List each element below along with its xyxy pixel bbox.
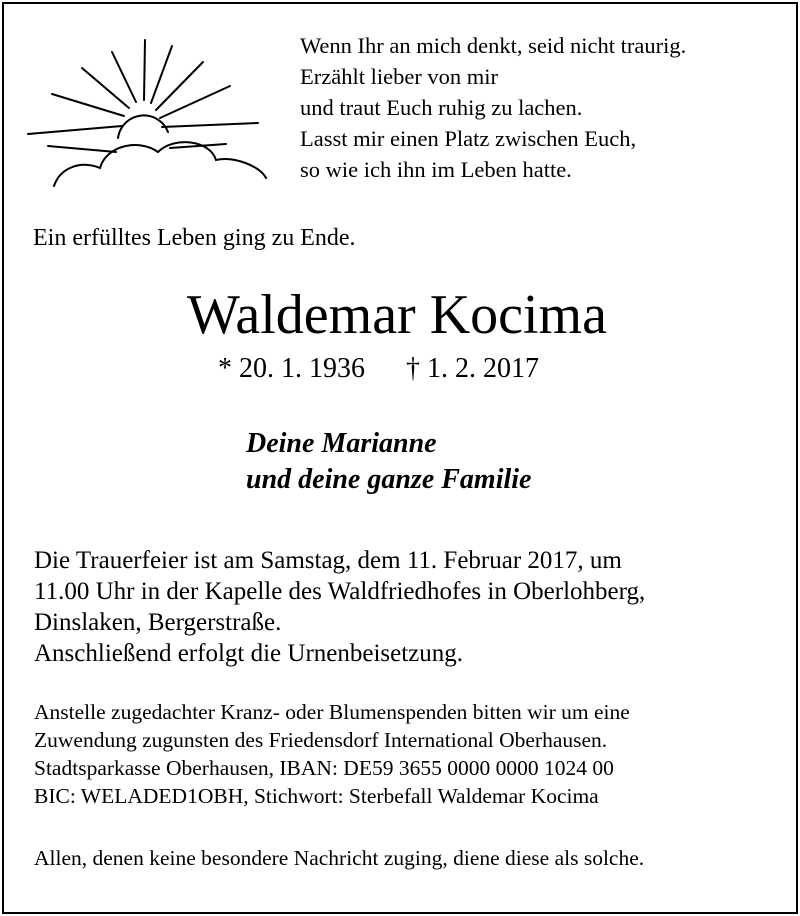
mourners <box>246 426 531 498</box>
poem <box>300 30 686 185</box>
donation-line: Stadtsparkasse Oberhausen, IBAN: DE59 3655 0000 0000 1024 00 <box>34 756 614 780</box>
donation-info <box>34 698 630 810</box>
poem-line: so wie ich ihn im Leben hatte. <box>300 157 572 182</box>
deceased-name: Waldemar Kocima <box>187 284 607 346</box>
poem-line: Lasst mir einen Platz zwischen Euch, <box>300 126 637 151</box>
poem-line: und traut Euch ruhig zu lachen. <box>300 95 583 120</box>
death-date: † 1. 2. 2017 <box>406 353 539 384</box>
mourner-line: und deine ganze Familie <box>246 464 532 495</box>
obituary-notice <box>2 2 798 914</box>
closing-note: Allen, denen keine besondere Nachricht zuging, diene diese als solche. <box>34 846 645 870</box>
donation-line: BIC: WELADED1OBH, Stichwort: Sterbefall Waldemar Kocima <box>34 784 599 808</box>
service-line: Dinslaken, Bergerstraße. <box>34 609 282 636</box>
service-line: Die Trauerfeier ist am Samstag, dem 11. Februar 2017, um <box>34 547 622 574</box>
poem-line: Erzählt lieber von mir <box>300 64 499 89</box>
service-line: Anschließend erfolgt die Urnenbeisetzung. <box>34 640 464 667</box>
poem-line: Wenn Ihr an mich denkt, seid nicht traurig. <box>300 33 687 58</box>
funeral-service-info <box>34 545 645 669</box>
mourner-line: Deine Marianne <box>246 428 437 459</box>
birth-date: * 20. 1. 1936 <box>218 353 365 384</box>
life-dates <box>218 352 539 386</box>
sun-over-clouds-icon <box>20 28 280 198</box>
intro-text: Ein erfülltes Leben ging zu Ende. <box>33 225 356 251</box>
donation-line: Anstelle zugedachter Kranz- oder Blumenspenden bitten wir um eine <box>34 700 630 724</box>
donation-line: Zuwendung zugunsten des Friedensdorf International Oberhausen. <box>34 728 608 752</box>
service-line: 11.00 Uhr in der Kapelle des Waldfriedhofes in Oberlohberg, <box>34 578 646 605</box>
